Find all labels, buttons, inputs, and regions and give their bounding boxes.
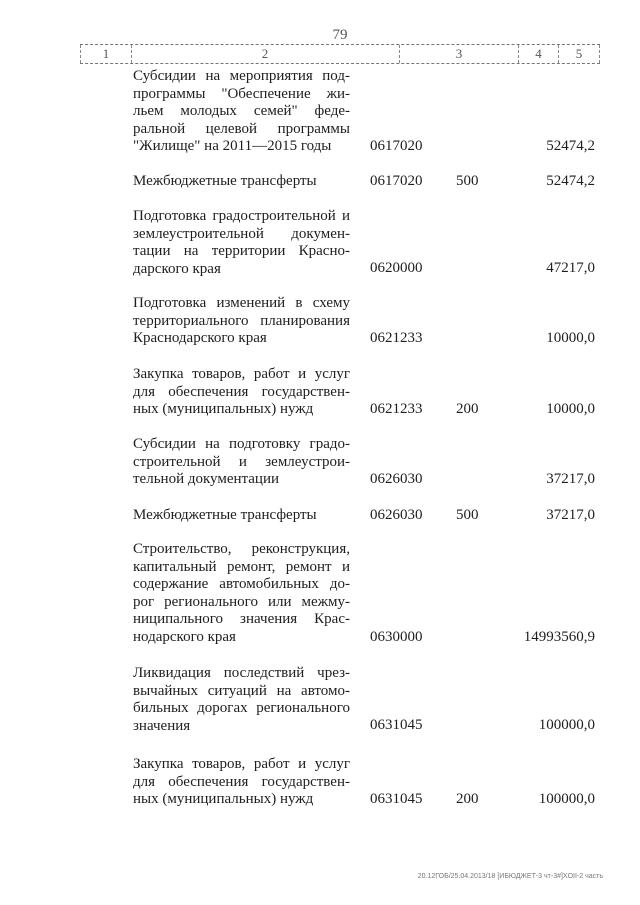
row-amount: 52474,2 bbox=[546, 138, 595, 154]
footer-print-stamp: 20.12ГОБ/25.04.2013/18 [ИБЮДЖЕТ-3 чт-3#]XOII-2 часть bbox=[417, 873, 603, 880]
row-code: 0617020 bbox=[370, 173, 423, 189]
row-amount: 52474,2 bbox=[546, 173, 595, 189]
table-row bbox=[0, 756, 640, 809]
table-row bbox=[0, 436, 640, 489]
row-code: 0626030 bbox=[370, 507, 423, 523]
row-amount: 37217,0 bbox=[546, 471, 595, 487]
table-row bbox=[0, 68, 640, 156]
row-amount: 47217,0 bbox=[546, 260, 595, 276]
row-amount: 10000,0 bbox=[546, 401, 595, 417]
page-number: 79 bbox=[332, 27, 348, 43]
header-col-2: 2 bbox=[131, 45, 400, 63]
row-code: 0630000 bbox=[370, 629, 423, 645]
row-amount: 10000,0 bbox=[546, 330, 595, 346]
row-type: 500 bbox=[456, 507, 479, 523]
table-row bbox=[0, 295, 640, 348]
header-col-5: 5 bbox=[559, 45, 600, 63]
row-description: Строительство, реконструкция, капитальный ремонт, ремонт и содержание автомобильных дорог регионального или межмуниципального значения Краснодарского края bbox=[133, 541, 350, 645]
table-row bbox=[0, 541, 640, 646]
table-row bbox=[0, 208, 640, 278]
row-description: Субсидии на мероприятия подпрограммы "Обеспечение жильем молодых семей" федеральной целевой программы "Жилище" на 2011—2015 годы bbox=[133, 68, 350, 154]
row-description: Межбюджетные трансферты bbox=[133, 507, 317, 523]
row-code: 0621233 bbox=[370, 401, 423, 417]
table-row bbox=[0, 507, 640, 525]
header-col-1: 1 bbox=[80, 45, 132, 63]
row-code: 0617020 bbox=[370, 138, 423, 154]
row-code: 0631045 bbox=[370, 791, 423, 807]
row-type: 200 bbox=[456, 401, 479, 417]
table-row bbox=[0, 366, 640, 419]
row-code: 0621233 bbox=[370, 330, 423, 346]
row-code: 0631045 bbox=[370, 717, 423, 733]
header-col-4: 4 bbox=[519, 45, 559, 63]
row-description: Закупка товаров, работ и услуг для обеспечения государственных (муниципальных) нужд bbox=[133, 756, 350, 807]
row-description: Межбюджетные трансферты bbox=[133, 173, 317, 189]
row-code: 0626030 bbox=[370, 471, 423, 487]
row-amount: 14993560,9 bbox=[523, 629, 595, 645]
row-amount: 37217,0 bbox=[546, 507, 595, 523]
row-amount: 100000,0 bbox=[538, 717, 595, 733]
row-type: 500 bbox=[456, 173, 479, 189]
row-type: 200 bbox=[456, 791, 479, 807]
row-description: Подготовка градостроительной и землеустроительной документации на территории Краснодарского края bbox=[133, 208, 350, 277]
table-row bbox=[0, 173, 640, 191]
header-col-3: 3 bbox=[400, 45, 519, 63]
table-header-row bbox=[80, 44, 600, 64]
table-row bbox=[0, 665, 640, 735]
row-amount: 100000,0 bbox=[538, 791, 595, 807]
row-description: Закупка товаров, работ и услуг для обеспечения государственных (муниципальных) нужд bbox=[133, 366, 350, 417]
row-description: Субсидии на подготовку градостроительной и землеустроительной документации bbox=[133, 436, 350, 487]
row-description: Ликвидация последствий чрезвычайных ситуаций на автомобильных дорогах регионального значения bbox=[133, 665, 350, 734]
row-description: Подготовка изменений в схему территориального планирования Краснодарского края bbox=[133, 295, 350, 346]
row-code: 0620000 bbox=[370, 260, 423, 276]
